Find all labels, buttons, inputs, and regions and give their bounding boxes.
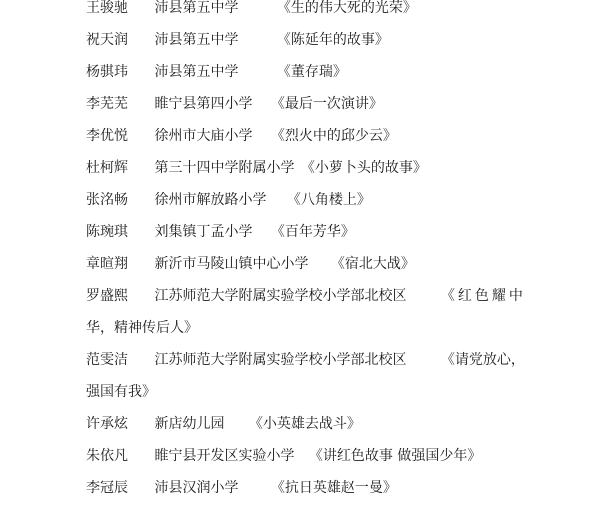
student-name: 朱依凡 (86, 448, 128, 464)
list-item (86, 124, 397, 148)
work-title: 《陈延年的故事》 (276, 32, 389, 48)
work-title: 《宿北大战》 (330, 256, 415, 272)
work-title: 《董存瑞》 (276, 64, 347, 80)
school-name: 江苏师范大学附属实验学校小学部北校区 (154, 288, 407, 304)
school-name: 沛县汉润小学 (154, 480, 239, 496)
work-title: 《抗日英雄赵一曼》 (270, 480, 397, 496)
school-name: 沛县第五中学 (154, 32, 239, 48)
list-item (86, 92, 383, 116)
work-title: 《请党放心， (440, 352, 525, 368)
work-title-continuation: 强国有我》 (86, 384, 156, 400)
school-name: 睢宁县开发区实验小学 (154, 448, 295, 464)
student-name: 李冠辰 (86, 480, 128, 496)
work-title: 《最后一次演讲》 (270, 96, 383, 112)
school-name: 新沂市马陵山镇中心小学 (154, 256, 309, 272)
school-name: 刘集镇丁孟小学 (154, 224, 253, 240)
student-name: 李芜芜 (86, 96, 128, 112)
student-name: 李优悦 (86, 128, 128, 144)
work-title: 《红色耀中 (440, 288, 526, 304)
work-title-continuation: 华，精神传后人》 (86, 320, 198, 336)
school-name: 沛县第五中学 (154, 64, 239, 80)
list-item (86, 476, 397, 500)
student-name: 范雯洁 (86, 352, 128, 368)
list-item (86, 444, 481, 468)
student-name: 陈琬琪 (86, 224, 128, 240)
list-item (86, 348, 525, 372)
work-title: 《小英雄去战斗》 (248, 416, 361, 432)
list-item (86, 188, 371, 212)
student-name: 罗盛熙 (86, 288, 128, 304)
school-name: 新店幼儿园 (154, 416, 225, 432)
student-name: 王骏驰 (86, 0, 128, 16)
work-title: 《讲红色故事 做强国少年》 (308, 448, 482, 464)
work-title: 《小萝卜头的故事》 (300, 160, 427, 176)
student-name: 祝天润 (86, 32, 128, 48)
work-title: 《八角楼上》 (286, 192, 371, 208)
list-item (86, 156, 427, 180)
school-name: 第三十四中学附属小学 (154, 160, 295, 176)
school-name: 沛县第五中学 (154, 0, 239, 16)
student-name: 杨骐玮 (86, 64, 128, 80)
school-name: 徐州市解放路小学 (154, 192, 267, 208)
list-item (86, 252, 415, 276)
list-item (86, 28, 389, 52)
student-name: 许承炫 (86, 416, 128, 432)
list-item (86, 60, 347, 84)
student-name: 章暄翔 (86, 256, 128, 272)
list-item (86, 220, 355, 244)
student-name: 杜柯辉 (86, 160, 128, 176)
list-item (86, 412, 361, 436)
work-title: 《百年芳华》 (270, 224, 355, 240)
work-title: 《烈火中的邱少云》 (270, 128, 397, 144)
work-title: 《生的伟大死的光荣》 (276, 0, 417, 16)
school-name: 睢宁县第四小学 (154, 96, 253, 112)
student-name: 张洺畅 (86, 192, 128, 208)
school-name: 徐州市大庙小学 (154, 128, 253, 144)
school-name: 江苏师范大学附属实验学校小学部北校区 (154, 352, 407, 368)
list-item (86, 284, 526, 308)
list-item (86, 0, 417, 20)
